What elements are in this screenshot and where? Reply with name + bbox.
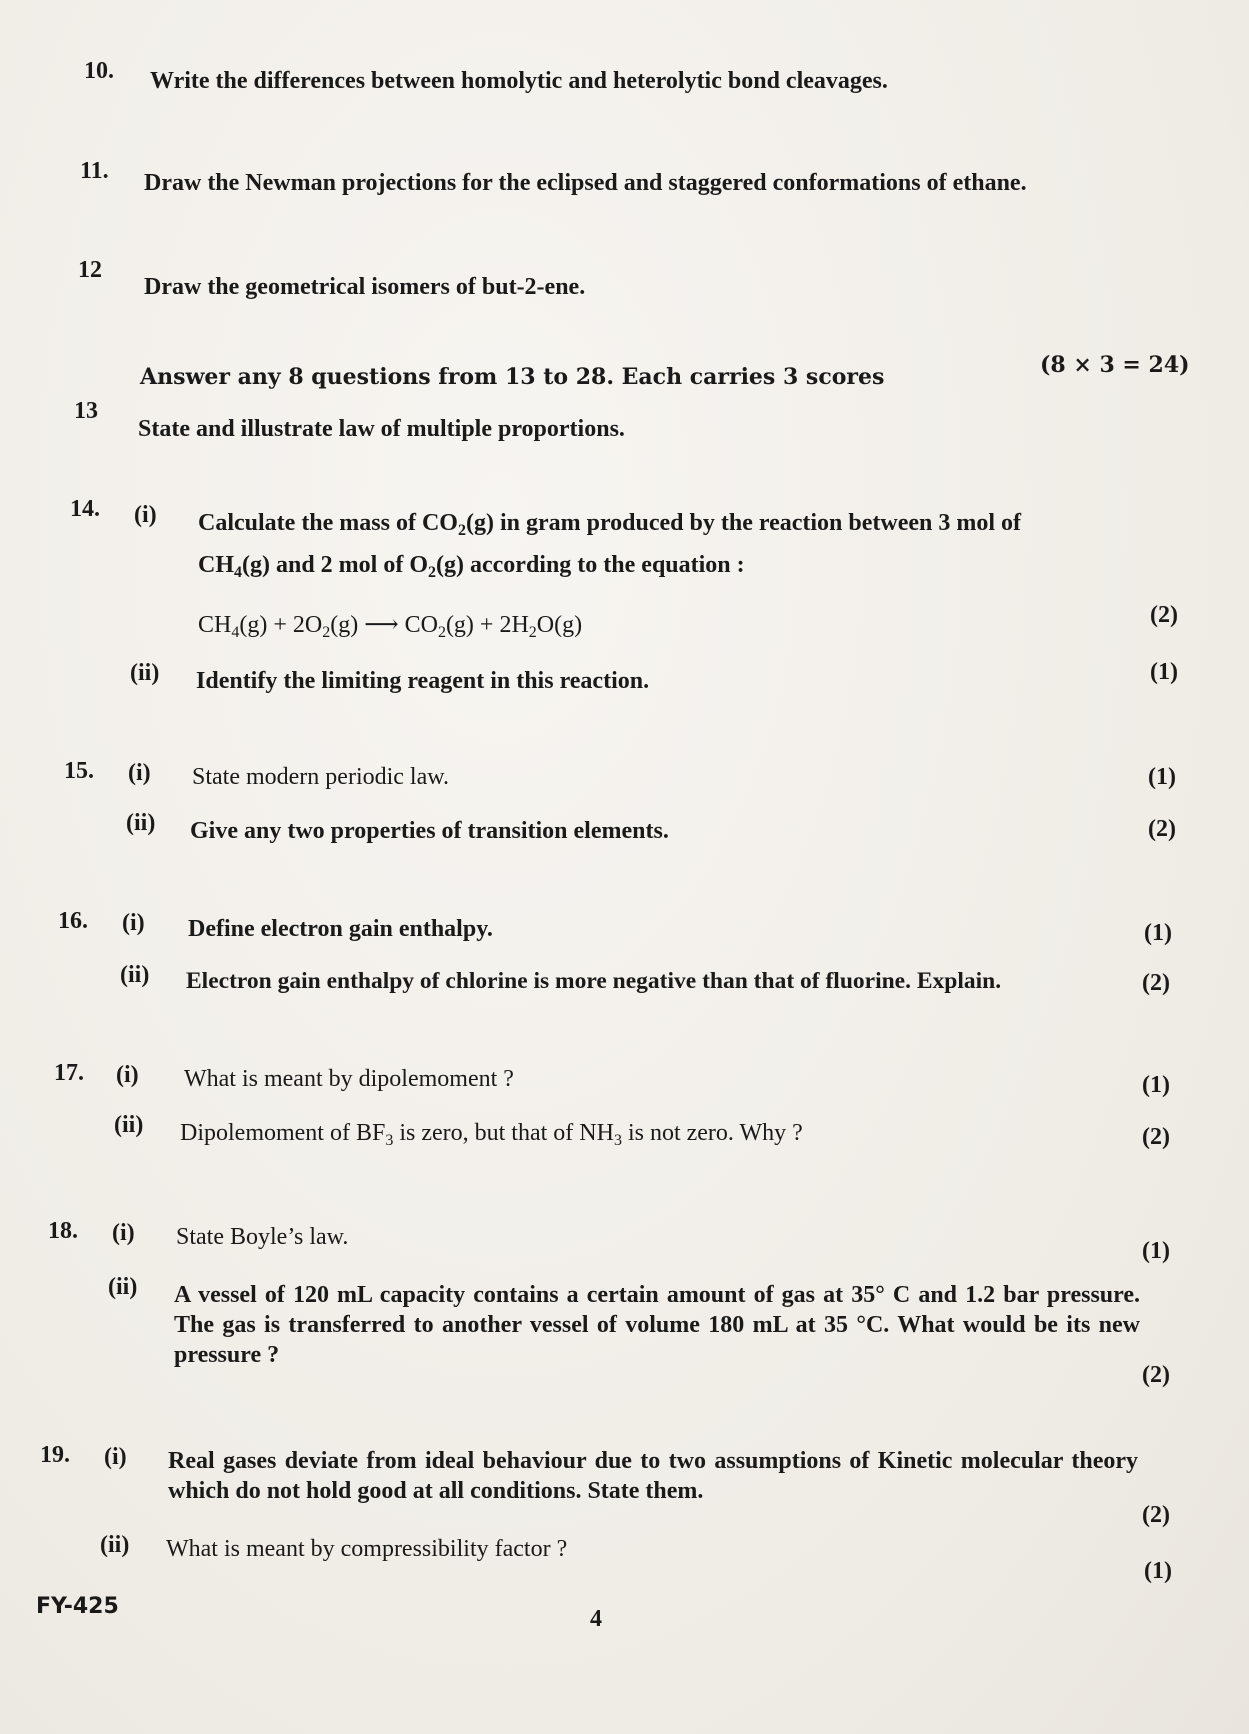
paper-code: FY-425 xyxy=(36,1594,119,1619)
question-text: State Boyle’s law. xyxy=(176,1224,349,1250)
part-label: (i) xyxy=(116,1062,139,1088)
question-text: Write the differences between homolytic and heterolytic bond cleavages. xyxy=(150,68,888,94)
question-text: State modern periodic law. xyxy=(192,764,450,790)
question-text: A vessel of 120 mL capacity contains a certain amount of gas at 35° C and 1.2 bar pressure. The gas is transferred to another vessel of volume 180 mL at 35 °C. What would be its new pressure ? xyxy=(174,1282,1140,1368)
question-text: What is meant by dipolemoment ? xyxy=(184,1066,514,1092)
part-label: (i) xyxy=(104,1444,127,1470)
part-label: (ii) xyxy=(108,1274,138,1300)
question-number: 14. xyxy=(70,496,100,522)
question-text: Identify the limiting reagent in this reaction. xyxy=(196,668,650,694)
question-text: Electron gain enthalpy of chlorine is more negative than that of fluorine. Explain. xyxy=(186,968,1002,994)
score-mark: (2) xyxy=(1150,602,1178,628)
score-mark: (1) xyxy=(1150,659,1178,685)
part-label: (ii) xyxy=(126,810,156,836)
score-mark: (2) xyxy=(1148,816,1176,842)
score-mark: (1) xyxy=(1144,920,1172,946)
part-label: (ii) xyxy=(130,660,160,686)
question-text: Define electron gain enthalpy. xyxy=(188,916,493,942)
part-label: (ii) xyxy=(120,962,150,988)
question-text: What is meant by compressibility factor ? xyxy=(166,1536,568,1562)
part-label: (i) xyxy=(128,760,151,786)
score-mark: (2) xyxy=(1142,1124,1170,1150)
question-text: Calculate the mass of $CO_2(g)$ in gram produced by the reaction between 3 mol of xyxy=(198,510,1022,539)
question-number: 12 xyxy=(78,257,102,283)
question-number: 18. xyxy=(48,1218,78,1244)
chemical-equation: $CH_4(g) + 2O_2(g)$ ⟶ $CO_2(g) + 2H_2O(g)$ xyxy=(198,612,583,641)
question-number: 10. xyxy=(84,58,114,84)
section-instruction: Answer any 8 questions from 13 to 28. Each carries 3 scores xyxy=(140,364,885,390)
part-label: (i) xyxy=(122,910,145,936)
question-number: 15. xyxy=(64,758,94,784)
question-number: 11. xyxy=(80,158,109,184)
question-text: Real gases deviate from ideal behaviour due to two assumptions of Kinetic molecular theory which do not hold good at all conditions. State them. xyxy=(168,1448,1138,1504)
score-mark: (1) xyxy=(1142,1072,1170,1098)
question-number: 19. xyxy=(40,1442,70,1468)
question-text: Draw the geometrical isomers of but-2-ene. xyxy=(144,274,586,300)
section-marks: (8 × 3 = 24) xyxy=(1040,352,1190,378)
page-number: 4 xyxy=(590,1606,602,1632)
question-text: Give any two properties of transition elements. xyxy=(190,818,669,844)
part-label: (i) xyxy=(112,1220,135,1246)
question-number: 16. xyxy=(58,908,88,934)
part-label: (i) xyxy=(134,502,157,528)
question-text: Dipolemoment of $BF_3$ is zero, but that of $NH_3$ is not zero. Why ? xyxy=(180,1120,803,1149)
score-mark: (2) xyxy=(1142,970,1170,996)
question-number: 13 xyxy=(74,398,98,424)
score-mark: (1) xyxy=(1148,764,1176,790)
part-label: (ii) xyxy=(114,1112,144,1138)
score-mark: (1) xyxy=(1144,1558,1172,1584)
question-number: 17. xyxy=(54,1060,84,1086)
question-text: $CH_4(g)$ and 2 mol of $O_2(g)$ according to the equation : xyxy=(198,552,745,581)
score-mark: (2) xyxy=(1142,1362,1170,1388)
part-label: (ii) xyxy=(100,1532,130,1558)
question-text: State and illustrate law of multiple proportions. xyxy=(138,416,625,442)
question-text: Draw the Newman projections for the eclipsed and staggered conformations of ethane. xyxy=(144,170,1027,196)
score-mark: (2) xyxy=(1142,1502,1170,1528)
score-mark: (1) xyxy=(1142,1238,1170,1264)
